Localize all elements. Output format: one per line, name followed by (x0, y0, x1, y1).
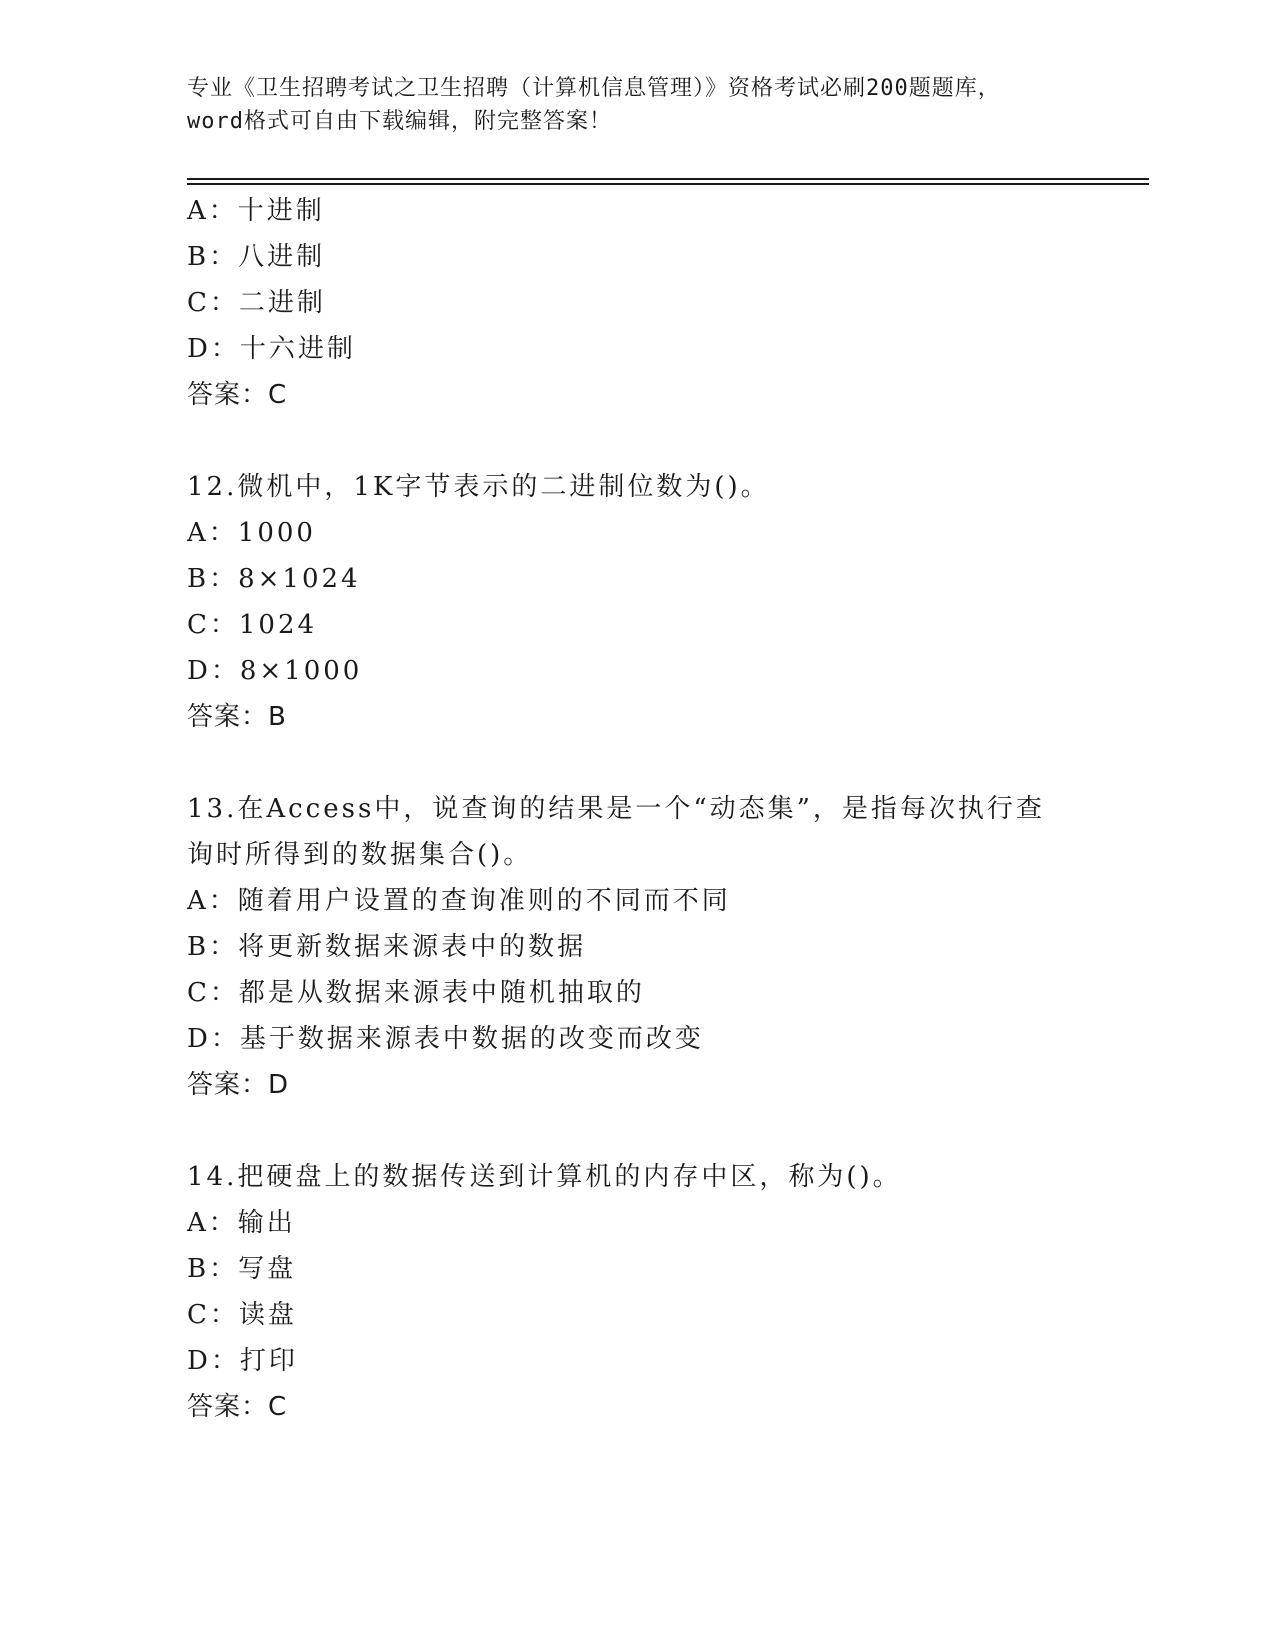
header-title-line-2: word格式可自由下载编辑，附完整答案！ (187, 109, 612, 134)
header-title-line-1: 专业《卫生招聘考试之卫生招聘（计算机信息管理）》资格考试必刷200题题库， (187, 76, 1001, 101)
option-a: A：1000 (187, 518, 316, 548)
answer-line: 答案：C (187, 380, 288, 410)
question-block-13 (187, 786, 1147, 1108)
option-c: C：读盘 (187, 1300, 297, 1330)
header-divider-top (187, 178, 1149, 180)
option-b: B：八进制 (187, 242, 326, 272)
option-d: D：十六进制 (187, 334, 356, 364)
option-d: D：基于数据来源表中数据的改变而改变 (187, 1024, 704, 1054)
question-list (187, 188, 1147, 1430)
option-a: A：十进制 (187, 196, 325, 226)
question-text: 12.微机中，1K字节表示的二进制位数为()。 (187, 472, 770, 502)
option-d: D：8×1000 (187, 656, 363, 686)
spacer (187, 1108, 1147, 1154)
question-text: 14.把硬盘上的数据传送到计算机的内存中区，称为()。 (187, 1162, 902, 1192)
answer-line: 答案：B (187, 702, 287, 732)
option-c: C：1024 (187, 610, 318, 640)
option-d: D：打印 (187, 1346, 298, 1376)
question-block-11 (187, 188, 1147, 418)
option-a: A：随着用户设置的查询准则的不同而不同 (187, 886, 731, 916)
header-divider-bottom (187, 183, 1149, 185)
option-c: C：二进制 (187, 288, 326, 318)
answer-line: 答案：D (187, 1070, 290, 1100)
question-text-line-1: 13.在Access中，说查询的结果是一个“动态集”，是指每次执行查 (187, 794, 1045, 824)
question-block-14 (187, 1154, 1147, 1430)
option-b: B：8×1024 (187, 564, 361, 594)
option-c: C：都是从数据来源表中随机抽取的 (187, 978, 645, 1008)
spacer (187, 740, 1147, 786)
question-block-12 (187, 464, 1147, 740)
question-text-line-2: 询时所得到的数据集合()。 (187, 840, 533, 870)
document-header (187, 72, 1087, 138)
answer-line: 答案：C (187, 1392, 288, 1422)
option-a: A：输出 (187, 1208, 296, 1238)
option-b: B：将更新数据来源表中的数据 (187, 932, 587, 962)
option-b: B：写盘 (187, 1254, 297, 1284)
spacer (187, 418, 1147, 464)
